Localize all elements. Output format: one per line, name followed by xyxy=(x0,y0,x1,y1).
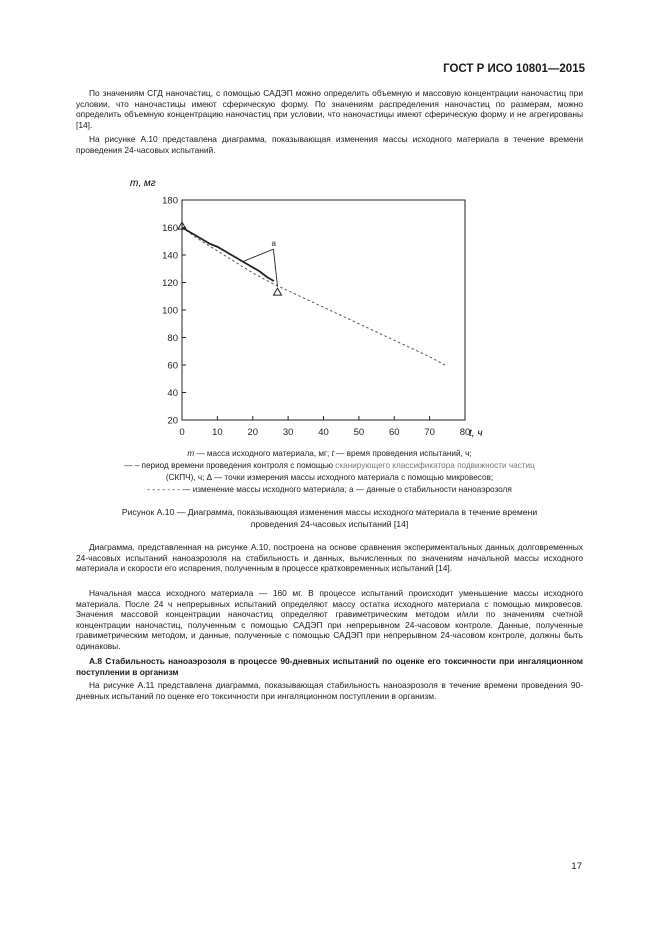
figure-caption-line-2: проведения 24-часовых испытаний [14] xyxy=(250,519,409,529)
y-tick-label: 20 xyxy=(167,415,178,427)
paragraph-1: По значениям СГД наночастиц, с помощью САДЭП можно определить объемную и массовую концентрации наночастиц при условии, что наночастицы имеют сферическую форму. По значениям распределения наночастиц по размерам, можно определить объемную концентрацию наночастиц при условии, что наночастицы имеют сферическую форму и не агрегированы [14]. xyxy=(76,88,583,130)
y-tick-label: 80 xyxy=(167,333,178,344)
y-axis-label: m, мг xyxy=(130,178,156,189)
x-tick-label: 60 xyxy=(388,427,400,438)
legend-m-symbol: m xyxy=(187,449,195,458)
x-axis-ticks xyxy=(179,416,470,438)
chart-series xyxy=(182,228,447,367)
y-tick-label: 120 xyxy=(162,278,178,289)
mass-change-chart xyxy=(120,168,500,440)
document-header: ГОСТ Р ИСО 10801—2015 xyxy=(443,63,585,75)
x-tick-label: 70 xyxy=(424,427,435,438)
x-tick-label: 40 xyxy=(318,427,329,438)
annotation-arrow xyxy=(273,249,277,287)
page-number: 17 xyxy=(571,861,582,872)
figure-caption-line-1: Рисунок А.10 — Диаграмма, показывающая изменения массы исходного материала в течение времени xyxy=(121,507,538,517)
legend-skpch-text: сканирующего классификатора подвижности частиц xyxy=(335,461,535,470)
x-tick-label: 10 xyxy=(212,427,223,438)
legend-line-4: - - - - - - - — изменение массы исходного материала; а — данные о стабильности наноаэрозоля xyxy=(147,485,512,494)
legend-m-text: — масса исходного материала, мг; xyxy=(194,449,332,458)
paragraph-2: На рисунке А.10 представлена диаграмма, показывающая изменения массы исходного материала в течение времени проведения 24-часовых испытаний. xyxy=(76,134,583,155)
legend-line-3: (СКПЧ), ч; Δ — точки измерения массы исходного материала с помощью микровесов; xyxy=(165,473,494,482)
paragraph-4: Начальная масса исходного материала — 160 мг. В процессе испытаний происходит уменьшение массы исходного материала. После 24 ч непрерывных испытаний определяют массу остатка исходного материала с помощью микровесов. Значения массовой концентрации наночастиц определяют гравиметрическим методом и/или по значениям счетной концентрации наночастиц, полученным с помощью САДЭП при непрерывном 24-часовом контроле. Данные, полученные гравиметрическим методом, и данные, полученные с помощью САДЭП при непрерывном 24-часовом контроле, должны быть одинаковы. xyxy=(76,588,583,651)
legend-period-text: — – период времени проведения контроля с помощью xyxy=(124,461,336,470)
section-heading-a8: А.8 Стабильность наноаэрозоля в процессе 90-дневных испытаний по оценке его токсичности при ингаляционном поступлении в организм xyxy=(76,656,583,677)
x-tick-label: 50 xyxy=(353,427,365,438)
x-tick-label: 80 xyxy=(459,427,471,438)
legend-line-1 xyxy=(76,448,583,459)
microbalance-point-marker xyxy=(274,288,282,295)
x-tick-label: 0 xyxy=(179,427,185,438)
paragraph-5: На рисунке А.11 представлена диаграмма, показывающая стабильность наноаэрозоля в течение времени проведения 90-дневных испытаний по оценке его токсичности при ингаляционном поступлении в организм. xyxy=(76,680,583,701)
y-tick-label: 180 xyxy=(162,195,178,207)
x-axis-label: t, ч xyxy=(469,428,483,439)
legend-line-2 xyxy=(76,460,583,471)
annotation-arrow xyxy=(242,249,273,262)
y-tick-label: 40 xyxy=(167,388,178,399)
legend-t-text: — время проведения испытаний, ч; xyxy=(333,449,472,458)
legend-t-symbol: t xyxy=(331,449,334,458)
y-tick-label: 140 xyxy=(162,250,178,262)
chart-frame xyxy=(182,200,465,420)
x-tick-label: 20 xyxy=(247,427,259,438)
paragraph-3: Диаграмма, представленная на рисунке А.10, построена на основе сравнения экспериментальных данных долговременных 24-часовых испытаний наноаэрозоля на стабильность и данных, вычисленных по значениям начальной массы исходного материала и скорости его испарения, полученным в процессе кратковременных испытаний [14]. xyxy=(76,542,583,574)
annotation-label: а xyxy=(271,239,276,249)
y-tick-label: 60 xyxy=(167,360,178,372)
y-tick-label: 100 xyxy=(162,305,178,317)
y-tick-label: 160 xyxy=(162,223,178,234)
x-tick-label: 30 xyxy=(282,427,294,438)
